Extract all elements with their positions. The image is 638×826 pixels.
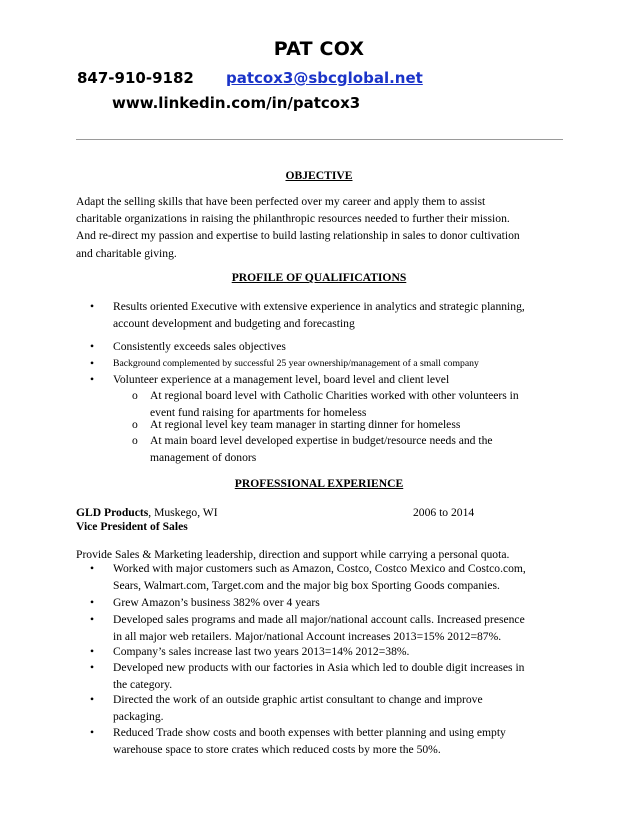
experience-item: Company’s sales increase last two years 2013=14% 2012=38%.	[113, 645, 410, 658]
sub-bullet-marker: o	[132, 434, 138, 447]
profile-item: Volunteer experience at a management level, board level and client level	[113, 373, 450, 386]
bullet-marker: •	[90, 613, 95, 626]
experience-item-line: Developed new products with our factories in Asia which led to double digit increases in	[113, 661, 525, 674]
experience-item-line: Worked with major customers such as Amazon, Costco, Costco Mexico and Costco.com,	[113, 562, 526, 575]
bullet-marker: •	[90, 693, 95, 706]
objective-text	[76, 193, 576, 262]
experience-heading: PROFESSIONAL EXPERIENCE	[234, 477, 404, 490]
profile-item	[113, 298, 568, 332]
profile-sub-item-line: At regional board level with Catholic Charities worked with other volunteers in	[150, 389, 519, 402]
bullet-marker: •	[90, 661, 95, 674]
experience-item-line: warehouse space to store crates which reduced costs by more the 50%.	[113, 743, 441, 757]
phone-number: 847-910-9182	[77, 69, 194, 87]
experience-item-line: packaging.	[113, 710, 164, 724]
company-location: , Muskego, WI	[148, 506, 218, 519]
profile-heading: PROFILE OF QUALIFICATIONS	[231, 271, 407, 284]
bullet-marker: •	[90, 596, 95, 609]
bullet-marker: •	[90, 645, 95, 658]
objective-line: charitable organizations in raising the philanthropic resources needed to further their mission.	[76, 212, 510, 226]
candidate-name: PAT COX	[273, 38, 365, 60]
profile-sub-item-line: event fund raising for apartments for homeless	[150, 406, 367, 420]
objective-line: Adapt the selling skills that have been perfected over my career and apply them to assist	[76, 195, 486, 208]
experience-item-line: the category.	[113, 678, 173, 692]
experience-item-line: Reduced Trade show costs and booth expenses with better planning and using empty	[113, 726, 506, 739]
profile-item: Background complemented by successful 25 year ownership/management of a small company	[113, 358, 479, 369]
profile-sub-item: At regional level key team manager in starting dinner for homeless	[150, 418, 461, 431]
objective-heading: OBJECTIVE	[285, 169, 353, 182]
experience-item	[113, 560, 568, 594]
experience-item-line: Directed the work of an outside graphic artist consultant to change and improve	[113, 693, 483, 706]
profile-item: Consistently exceeds sales objectives	[113, 340, 286, 353]
job-dates: 2006 to 2014	[413, 506, 475, 519]
experience-item-line: in all major web retailers. Major/national Account increases 2013=15% 2012=87%.	[113, 630, 502, 644]
experience-item: Grew Amazon’s business 382% over 4 years	[113, 596, 320, 609]
objective-line: and charitable giving.	[76, 246, 177, 260]
experience-item-line: Developed sales programs and made all major/national account calls. Increased presence	[113, 613, 525, 626]
experience-item	[113, 724, 568, 758]
objective-line: And re-direct my passion and expertise to build lasting relationship in sales to donor cultivation	[76, 229, 520, 243]
linkedin-url: www.linkedin.com/in/patcox3	[112, 94, 361, 112]
bullet-marker: •	[90, 373, 95, 386]
profile-item-line: Results oriented Executive with extensive experience in analytics and strategic planning,	[113, 300, 525, 313]
bullet-marker: •	[90, 300, 95, 313]
profile-sub-item	[150, 432, 560, 466]
bullet-marker: •	[90, 562, 95, 575]
sub-bullet-marker: o	[132, 418, 138, 431]
bullet-marker: •	[90, 726, 95, 739]
experience-item	[113, 691, 568, 725]
job-summary: Provide Sales & Marketing leadership, direction and support while carrying a personal quota.	[76, 548, 510, 561]
bullet-marker: •	[90, 340, 95, 353]
experience-item	[113, 659, 568, 693]
header-divider	[76, 139, 563, 140]
company-name: GLD Products	[76, 506, 149, 519]
sub-bullet-marker: o	[132, 389, 138, 402]
job-title: Vice President of Sales	[76, 520, 188, 533]
bullet-marker: •	[90, 357, 95, 370]
experience-item-line: Sears, Walmart.com, Target.com and the major big box Sporting Goods companies.	[113, 579, 500, 593]
profile-item-line: account development and budgeting and forecasting	[113, 317, 355, 331]
email-link[interactable]: patcox3@sbcglobal.net	[226, 69, 423, 87]
profile-sub-item-line: management of donors	[150, 451, 257, 465]
profile-sub-item-line: At main board level developed expertise in budget/resource needs and the	[150, 434, 493, 447]
experience-item	[113, 611, 568, 645]
